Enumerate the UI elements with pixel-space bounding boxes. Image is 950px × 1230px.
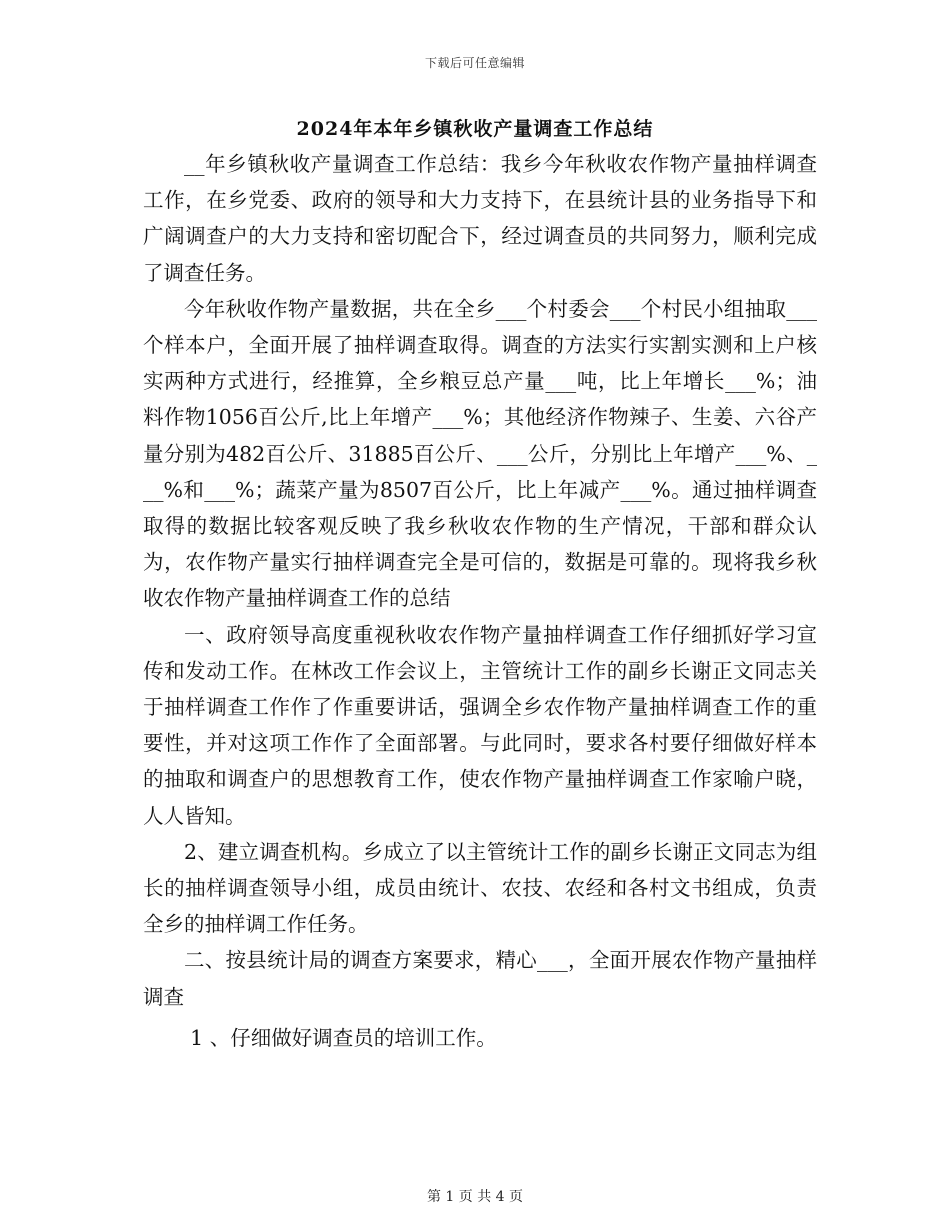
paragraph-organization: 2、建立调查机构。乡成立了以主管统计工作的副乡长谢正文同志为组长的抽样调查领导小组，成员由统计、农技、农经和各村文书组成，负责全乡的抽样调工作任务。	[143, 839, 817, 937]
paragraph-section-one: 一、政府领导高度重视秋收农作物产量抽样调查工作仔细抓好学习宣传和发动工作。在林改工作会议上，主管统计工作的副乡长谢正文同志关于抽样调查工作作了作重要讲话，强调全乡农作物产量抽样调查工作的重要性，并对这项工作作了全面部署。与此同时，要求各村要仔细做好样本的抽取和调查户的思想教育工作，使农作物产量抽样调查工作家喻户晓，人人皆知。	[143, 622, 817, 828]
paragraph-intro: __年乡镇秋收产量调查工作总结：我乡今年秋收农作物产量抽样调查工作，在乡党委、政府的领导和大力支持下，在县统计县的业务指导下和广阔调查户的大力支持和密切配合下，经过调查员的共同努力，顺利完成了调查任务。	[143, 152, 817, 285]
paragraph-data-summary: 今年秋收作物产量数据，共在全乡___个村委会___个村民小组抽取___个样本户，全面开展了抽样调查取得。调查的方法实行实割实测和上户核实两种方式进行，经推算，全乡粮豆总产量___吨，比上年增长___%；油料作物1056百公斤,比上年增产___%；其他经济作物辣子、生姜、六谷产量分别为482百公斤、31885百公斤、___公斤，分别比上年增产___%、___%和___%；蔬菜产量为8507百公斤，比上年减产___%。通过抽样调查取得的数据比较客观反映了我乡秋收农作物的生产情况，干部和群众认为，农作物产量实行抽样调查完全是可信的，数据是可靠的。现将我乡秋收农作物产量抽样调查工作的总结	[143, 296, 817, 611]
document-title: 2024年本年乡镇秋收产量调查工作总结	[296, 118, 654, 140]
paragraph-training: 1 、仔细做好调查员的培训工作。	[190, 1025, 497, 1050]
paragraph-section-two: 二、按县统计局的调查方案要求，精心___，全面开展农作物产量抽样调查	[143, 948, 817, 1009]
document-body	[143, 146, 817, 1056]
page-number: 第 1 页 共 4 页	[426, 1189, 524, 1205]
page-header-note: 下载后可任意编辑	[424, 56, 525, 70]
